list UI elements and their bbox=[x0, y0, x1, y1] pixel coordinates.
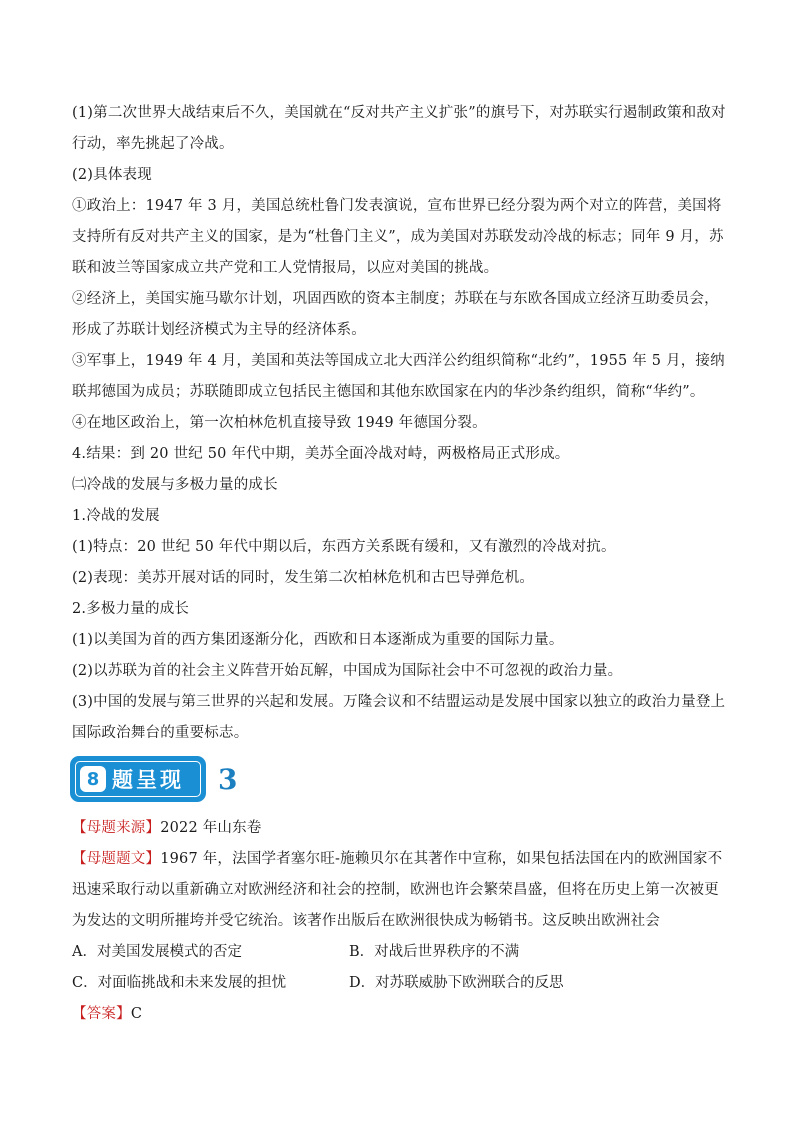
section-heading-development: ㈡冷战的发展与多极力量的成长 bbox=[72, 477, 278, 493]
answer-value: C bbox=[130, 1006, 143, 1022]
section-badge-frame bbox=[75, 761, 201, 797]
paragraph-political: ①政治上：1947 年 3 月，美国总统杜鲁门发表演说，宣布世界已经分裂为两个对立的阵营，美国将支持所有反对共产主义的国家，是为“杜鲁门主义”，成为美国对苏联发动冷战的标志；同年 9 月，苏联和波兰等国家成立共产党和工人党情报局，以应对美国的挑战。 bbox=[72, 198, 724, 276]
paragraph-result: 4.结果：到 20 世纪 50 年代中期，美苏全面冷战对峙，两极格局正式形成。 bbox=[72, 446, 570, 462]
answer bbox=[72, 999, 732, 1030]
paragraph-characteristics: (1)特点：20 世纪 50 年代中期以后，东西方关系既有缓和，又有激烈的冷战对抗。 bbox=[72, 539, 616, 555]
paragraph-west-division: (1)以美国为首的西方集团逐渐分化，西欧和日本逐渐成为重要的国际力量。 bbox=[72, 632, 564, 648]
section-badge-label: 题呈现 bbox=[112, 768, 184, 792]
option-b: B．对战后世界秩序的不满 bbox=[349, 944, 520, 960]
paragraph-performance: (2)表现：美苏开展对话的同时，发生第二次柏林危机和古巴导弹危机。 bbox=[72, 570, 535, 586]
paragraph-third-world: (3)中国的发展与第三世界的兴起和发展。万隆会议和不结盟运动是发展中国家以独立的政治力量登上国际政治舞台的重要标志。 bbox=[72, 694, 726, 741]
paragraph-socialist-camp: (2)以苏联为首的社会主义阵营开始瓦解，中国成为国际社会中不可忽视的政治力量。 bbox=[72, 663, 623, 679]
option-a: A．对美国发展模式的否定 bbox=[72, 944, 242, 960]
question-source-label: 【母题来源】 bbox=[72, 820, 161, 836]
question-text-value: 1967 年，法国学者塞尔旺-施赖贝尔在其著作中宣称，如果包括法国在内的欧洲国家不迅速采取行动以重新确立对欧洲经济和社会的控制，欧洲也许会繁荣昌盛，但将在历史上第一次被更为发达的文明所摧垮并受它统治。该著作出版后在欧洲很快成为畅销书。这反映出欧洲社会 bbox=[72, 851, 723, 929]
question-text bbox=[72, 844, 732, 937]
paragraph-economic: ②经济上，美国实施马歇尔计划，巩固西欧的资本主制度；苏联在与东欧各国成立经济互助委员会，形成了苏联计划经济模式为主导的经济体系。 bbox=[72, 291, 719, 338]
answer-options bbox=[72, 937, 732, 999]
document-page bbox=[72, 98, 732, 1030]
paragraph-military: ③军事上，1949 年 4 月，美国和英法等国成立北大西洋公约组织简称“北约”，1955 年 5 月，接纳联邦德国为成员；苏联随即成立包括民主德国和其他东欧国家在内的华沙条约组织，简称“华约”。 bbox=[72, 353, 725, 400]
option-d: D．对苏联威胁下欧洲联合的反思 bbox=[349, 975, 564, 991]
answer-label: 【答案】 bbox=[72, 1006, 131, 1022]
section-badge bbox=[72, 758, 204, 800]
paragraph-regional: ④在地区政治上，第一次柏林危机直接导致 1949 年德国分裂。 bbox=[72, 415, 487, 431]
option-c: C．对面临挑战和未来发展的担忧 bbox=[72, 975, 287, 991]
section-number: 3 bbox=[218, 762, 238, 796]
subheading-cold-war-development: 1.冷战的发展 bbox=[72, 508, 160, 524]
number-eight-icon: 8 bbox=[80, 766, 106, 792]
paragraph-specific-manifestations: (2)具体表现 bbox=[72, 167, 152, 183]
question-source bbox=[72, 813, 732, 844]
subheading-multipolar: 2.多极力量的成长 bbox=[72, 601, 190, 617]
question-source-value: 2022 年山东卷 bbox=[160, 820, 262, 836]
section-badge-row bbox=[72, 753, 732, 805]
question-text-label: 【母题题文】 bbox=[72, 851, 161, 867]
paragraph-cold-war-origin: (1)第二次世界大战结束后不久，美国就在“反对共产主义扩张”的旗号下，对苏联实行遏制政策和敌对行动，率先挑起了冷战。 bbox=[72, 105, 726, 152]
